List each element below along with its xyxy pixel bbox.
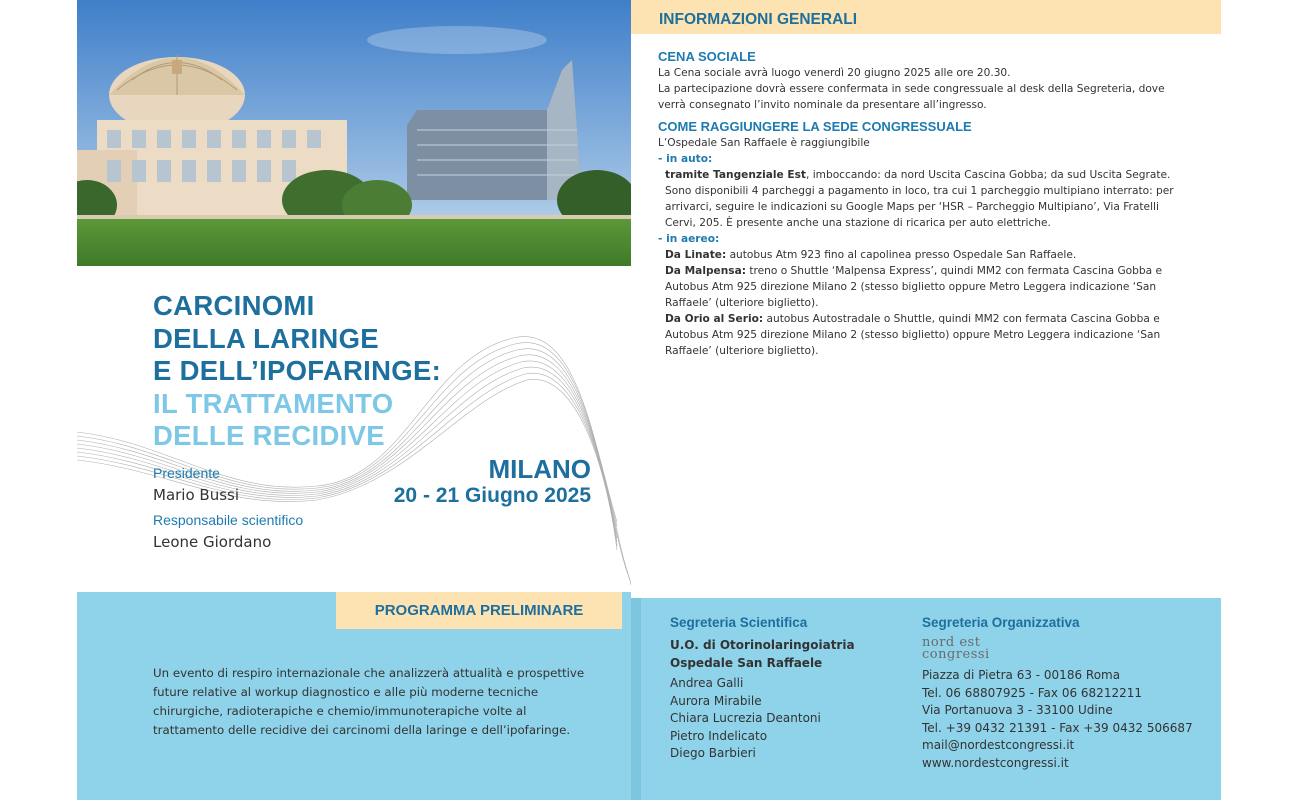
congress-title: [153, 290, 441, 453]
event-city: MILANO: [488, 454, 591, 484]
cover-panel: [77, 0, 631, 800]
udine-address: Via Portanuova 3 - 33100 Udine: [922, 703, 1113, 717]
organizing-secretariat-title: Segreteria Organizzativa: [922, 615, 1080, 630]
rome-phone: Tel. 06 68807925 - Fax 06 68212211: [922, 685, 1142, 700]
by-car-label: - in auto:: [658, 153, 713, 165]
organizing-secretariat: [922, 614, 1212, 772]
member-name: Andrea Galli: [670, 676, 744, 690]
scientific-lead-name: Leone Giordano: [153, 533, 272, 551]
rome-address: Piazza di Pietra 63 - 00186 Roma: [922, 668, 1121, 682]
president-name: Mario Bussi: [153, 486, 240, 504]
info-panel: [631, 0, 1221, 800]
secretariat-box: [631, 598, 1221, 800]
from-malpensa: Da Malpensa: treno o Shuttle ‘Malpensa Express’, quindi MM2 con fermata Cascina Gobba e Autobus Atm 925 direzione Milano 2 (stesso biglietto oppure Metro Leggera indicazione ‘San Raffaele’ (ulteriore biglietto).: [665, 265, 1162, 309]
title-line-3: E DELL’IPOFARINGE:: [153, 355, 442, 386]
department: U.O. di Otorinolaringoiatria: [670, 638, 855, 652]
scientific-lead-label: Responsabile scientifico: [153, 512, 304, 528]
email-link[interactable]: mail@nordestcongressi.it: [922, 738, 1075, 752]
scientific-secretariat: [670, 614, 900, 763]
event-dates: 20 - 21 Giugno 2025: [393, 484, 591, 507]
info-header: [631, 0, 1221, 34]
member-name: Pietro Indelicato: [670, 728, 768, 743]
dinner-title: CENA SOCIALE: [658, 49, 756, 64]
member-name: Diego Barbieri: [670, 746, 756, 760]
hospital-photo: [77, 0, 631, 266]
title-line-1: CARCINOMI: [153, 290, 315, 321]
directions-title: COME RAGGIUNGERE LA SEDE CONGRESSUALE: [658, 119, 972, 134]
general-info: [658, 48, 1188, 359]
udine-phone: Tel. +39 0432 21391 - Fax +39 0432 506687: [922, 720, 1193, 735]
info-header-title: INFORMAZIONI GENERALI: [659, 11, 858, 28]
hospital: Ospedale San Raffaele: [670, 655, 823, 670]
member-name: Aurora Mirabile: [670, 693, 762, 708]
scientific-secretariat-title: Segreteria Scientifica: [670, 615, 808, 630]
by-plane-label: - in aereo:: [658, 233, 720, 245]
president-label: Presidente: [153, 465, 220, 481]
directions-intro: L’Ospedale San Raffaele è raggiungibile: [658, 137, 870, 149]
nordest-logo: nord est congressi: [922, 635, 990, 662]
program-label: PROGRAMMA PRELIMINARE: [336, 592, 622, 629]
member-name: Chiara Lucrezia Deantoni: [670, 711, 821, 725]
program-box: [77, 592, 631, 800]
title-line-5: DELLE RECIDIVE: [153, 420, 385, 451]
dinner-line-2: La partecipazione dovrà essere confermata in sede congressuale al desk della Segreteria, dove verrà consegnato l’invito nominale da presentare all’ingresso.: [658, 83, 1165, 111]
website-link[interactable]: www.nordestcongressi.it: [922, 755, 1069, 770]
title-line-2: DELLA LARINGE: [153, 322, 379, 354]
title-line-4: IL TRATTAMENTO: [153, 387, 394, 419]
from-orio: Da Orio al Serio: autobus Autostradale o Shuttle, quindi MM2 con fermata Cascina Gobba e Autobus Atm 925 direzione Milano 2 (stesso biglietto) oppure Metro Leggera indicazione ‘San Raffaele’ (ulteriore biglietto).: [665, 313, 1161, 357]
from-linate: Da Linate: autobus Atm 923 fino al capolinea presso Ospedale San Raffaele.: [665, 249, 1077, 261]
dinner-line-1: La Cena sociale avrà luogo venerdì 20 giugno 2025 alle ore 20.30.: [658, 67, 1011, 79]
event-description: Un evento di respiro internazionale che analizzerà attualità e prospettive future relative al workup diagnostico e alle più moderne tecniche chirurgiche, radioterapiche e chemio/immunoterapiche volte al trattamento delle recidive dei carcinomi della laringe e dell’ipofaringe.: [153, 666, 585, 737]
by-car-text: tramite Tangenziale Est, imboccando: da nord Uscita Cascina Gobba; da sud Uscita Segrate. Sono disponibili 4 parcheggi a pagamento in loco, tra cui 1 parcheggio multipiano interrato: per arrivarci, seguire le indicazioni su Google Maps per ‘HSR – Parcheggio Multipiano’, Via Fratelli Cervi, 205. È presente anche una stazione di ricarica per auto elettriche.: [665, 169, 1174, 229]
